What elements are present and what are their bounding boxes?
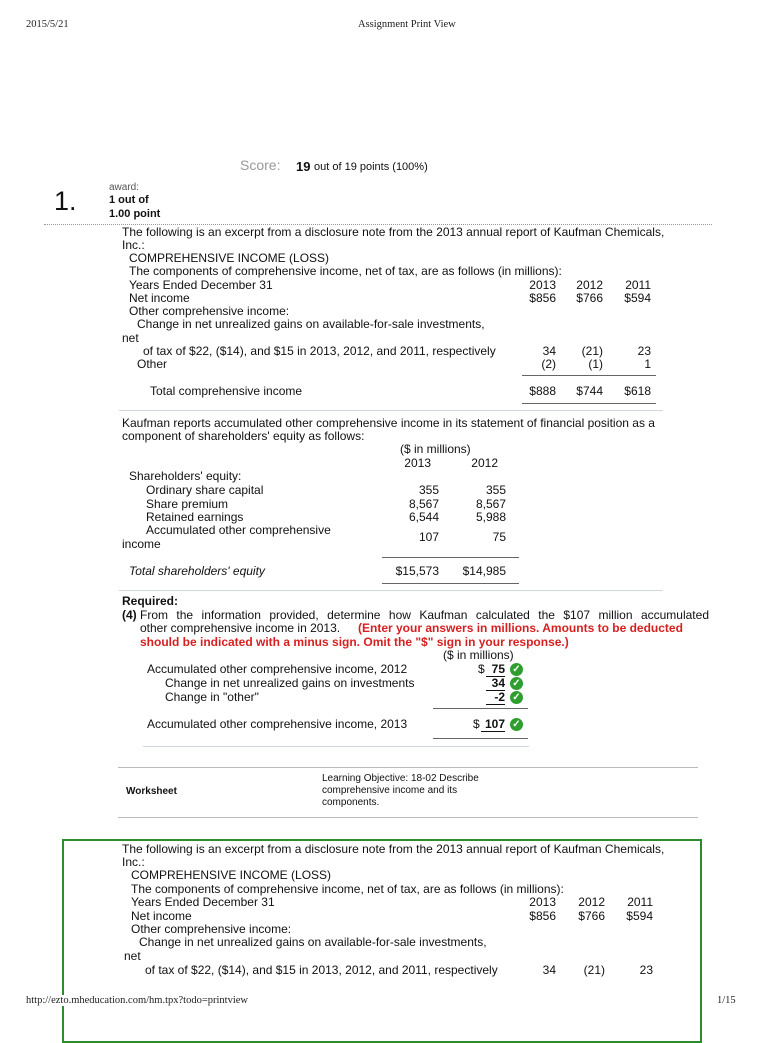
- ws-net-income-2012: $766: [578, 909, 605, 923]
- year-2013: 2013: [529, 278, 556, 292]
- retained-earnings-2013: 6,544: [408, 510, 439, 524]
- learning-objective-2: comprehensive income and its: [322, 785, 458, 796]
- equity-double-rule: [382, 583, 519, 584]
- net-income-label: Net income: [129, 291, 190, 305]
- ordinary-share-2012: 355: [485, 483, 506, 497]
- worksheet-top-rule: [118, 767, 698, 768]
- check-icon: ✓: [510, 718, 523, 731]
- total-equity-2013: $15,573: [395, 564, 439, 578]
- excerpt-divider: [119, 410, 663, 411]
- worksheet-label: Worksheet: [126, 786, 177, 797]
- worksheet-bottom-rule: [118, 817, 698, 818]
- score-label: Score:: [240, 157, 281, 173]
- excerpt-intro-1: The following is an excerpt from a disclosure note from the 2013 annual report of Kaufman Chemicals,: [122, 225, 665, 239]
- answer-label-aoci-2012: Accumulated other comprehensive income, 2012: [147, 662, 408, 676]
- other-2013: (2): [541, 357, 556, 371]
- answer-units: ($ in millions): [443, 648, 514, 662]
- answer-input-other[interactable]: -2: [486, 690, 505, 705]
- aoci-label-1: Accumulated other comprehensive: [146, 523, 331, 537]
- ws-change-line-1: Change in net unrealized gains on available-for-sale investments,: [139, 935, 487, 949]
- total-ci-2013: $888: [529, 384, 556, 398]
- ws-change-line-2: net: [124, 949, 141, 963]
- required-label: Required:: [122, 594, 179, 608]
- question-number: 1.: [54, 186, 77, 216]
- total-equity-2012: $14,985: [462, 564, 506, 578]
- required-text-2a: other comprehensive income in 2013.: [140, 621, 341, 635]
- check-icon: ✓: [510, 691, 523, 704]
- answer-prefix-aoci-2012: $: [478, 662, 485, 676]
- answer-prefix-aoci-2013: $: [473, 717, 480, 731]
- net-income-2011: $594: [624, 291, 651, 305]
- ws-change-2011: 23: [639, 963, 653, 977]
- oci-label: Other comprehensive income:: [129, 304, 290, 318]
- ws-change-2013: 34: [542, 963, 556, 977]
- change-line-3: of tax of $22, ($14), and $15 in 2013, 2012, and 2011, respectively: [143, 344, 496, 358]
- answer-input-aoci-2013[interactable]: 107: [481, 717, 505, 732]
- aoci-2012: 75: [492, 530, 506, 544]
- award-line2: 1.00 point: [109, 208, 161, 220]
- ws-change-line-3: of tax of $22, ($14), and $15 in 2013, 2012, and 2011, respectively: [145, 963, 498, 977]
- ws-heading: COMPREHENSIVE INCOME (LOSS): [131, 868, 332, 882]
- score-suffix: out of 19 points (100%): [314, 161, 428, 173]
- check-icon: ✓: [510, 677, 523, 690]
- total-ci-2012: $744: [576, 384, 603, 398]
- other-label: Other: [137, 357, 168, 371]
- equity-year-2012: 2012: [471, 456, 498, 470]
- score-value: 19: [296, 159, 311, 174]
- ws-net-income-label: Net income: [131, 909, 192, 923]
- ordinary-share-label: Ordinary share capital: [146, 483, 264, 497]
- answer-double-rule: [433, 738, 528, 739]
- total-ci-label: Total comprehensive income: [150, 384, 303, 398]
- retained-earnings-2012: 5,988: [475, 510, 506, 524]
- total-equity-label: Total shareholders' equity: [129, 564, 265, 578]
- ws-net-income-2011: $594: [626, 909, 653, 923]
- total-rule: [522, 375, 656, 376]
- award-line1: 1 out of: [109, 194, 149, 206]
- change-2013: 34: [542, 344, 556, 358]
- ws-intro-1: The following is an excerpt from a disclosure note from the 2013 annual report of Kaufman Chemicals,: [122, 842, 665, 856]
- print-date: 2015/5/21: [26, 19, 69, 30]
- learning-objective-1: Learning Objective: 18-02 Describe: [322, 773, 479, 784]
- award-label: award:: [109, 182, 140, 193]
- required-instruction-2: should be indicated with a minus sign. Omit the "$" sign in your response.): [140, 635, 569, 649]
- equity-intro-1: Kaufman reports accumulated other comprehensive income in its statement of financial position as a: [122, 416, 655, 430]
- ws-oci-label: Other comprehensive income:: [131, 922, 292, 936]
- answer-label-other: Change in "other": [165, 690, 259, 704]
- equity-section-label: Shareholders' equity:: [129, 469, 242, 483]
- equity-year-2013: 2013: [404, 456, 431, 470]
- other-2012: (1): [588, 357, 603, 371]
- years-label: Years Ended December 31: [129, 278, 273, 292]
- required-part: (4): [122, 608, 137, 622]
- retained-earnings-label: Retained earnings: [146, 510, 244, 524]
- ws-year-2013: 2013: [529, 895, 556, 909]
- share-premium-label: Share premium: [146, 497, 229, 511]
- change-line-1: Change in net unrealized gains on available-for-sale investments,: [137, 317, 485, 331]
- total-ci-2011: $618: [624, 384, 651, 398]
- change-line-2: net: [122, 331, 139, 345]
- equity-divider: [119, 590, 663, 591]
- check-icon: ✓: [510, 663, 523, 676]
- share-premium-2012: 8,567: [475, 497, 506, 511]
- required-instruction-1: (Enter your answers in millions. Amounts to be deducted: [358, 621, 683, 635]
- answer-total-rule: [433, 708, 528, 709]
- excerpt-components: The components of comprehensive income, net of tax, are as follows (in millions):: [129, 264, 562, 278]
- year-2012: 2012: [576, 278, 603, 292]
- ws-intro-2: Inc.:: [122, 855, 145, 869]
- other-2011: 1: [644, 357, 651, 371]
- change-2011: 23: [637, 344, 651, 358]
- answer-divider: [143, 746, 529, 747]
- learning-objective-3: components.: [322, 797, 380, 808]
- net-income-2013: $856: [529, 291, 556, 305]
- year-2011: 2011: [625, 278, 651, 292]
- answer-label-unrealized-gains: Change in net unrealized gains on investments: [165, 676, 415, 690]
- ws-year-2012: 2012: [578, 895, 605, 909]
- footer-page: 1/15: [717, 995, 736, 1006]
- change-2012: (21): [581, 344, 603, 358]
- equity-intro-2: component of shareholders' equity as follows:: [122, 429, 365, 443]
- required-text-1: From the information provided, determine how Kaufman calculated the $107 million accumulated: [140, 608, 709, 622]
- ordinary-share-2013: 355: [418, 483, 439, 497]
- total-double-rule: [522, 403, 656, 404]
- share-premium-2013: 8,567: [408, 497, 439, 511]
- excerpt-intro-2: Inc.:: [122, 238, 145, 252]
- aoci-2013: 107: [418, 530, 439, 544]
- answer-input-unrealized-gains[interactable]: 34: [486, 676, 505, 691]
- ws-change-2012: (21): [583, 963, 605, 977]
- net-income-2012: $766: [576, 291, 603, 305]
- aoci-label-2: income: [122, 537, 161, 551]
- print-title: Assignment Print View: [358, 19, 456, 30]
- ws-components: The components of comprehensive income, net of tax, are as follows (in millions):: [131, 882, 564, 896]
- equity-units: ($ in millions): [400, 442, 471, 456]
- ws-years-label: Years Ended December 31: [131, 895, 275, 909]
- excerpt-heading: COMPREHENSIVE INCOME (LOSS): [129, 251, 330, 265]
- answer-label-aoci-2013: Accumulated other comprehensive income, 2013: [147, 717, 408, 731]
- equity-total-rule: [382, 557, 519, 558]
- answer-input-aoci-2012[interactable]: 75: [486, 662, 505, 677]
- ws-year-2011: 2011: [627, 895, 653, 909]
- footer-url[interactable]: http://ezto.mheducation.com/hm.tpx?todo=printview: [26, 995, 249, 1006]
- ws-net-income-2013: $856: [529, 909, 556, 923]
